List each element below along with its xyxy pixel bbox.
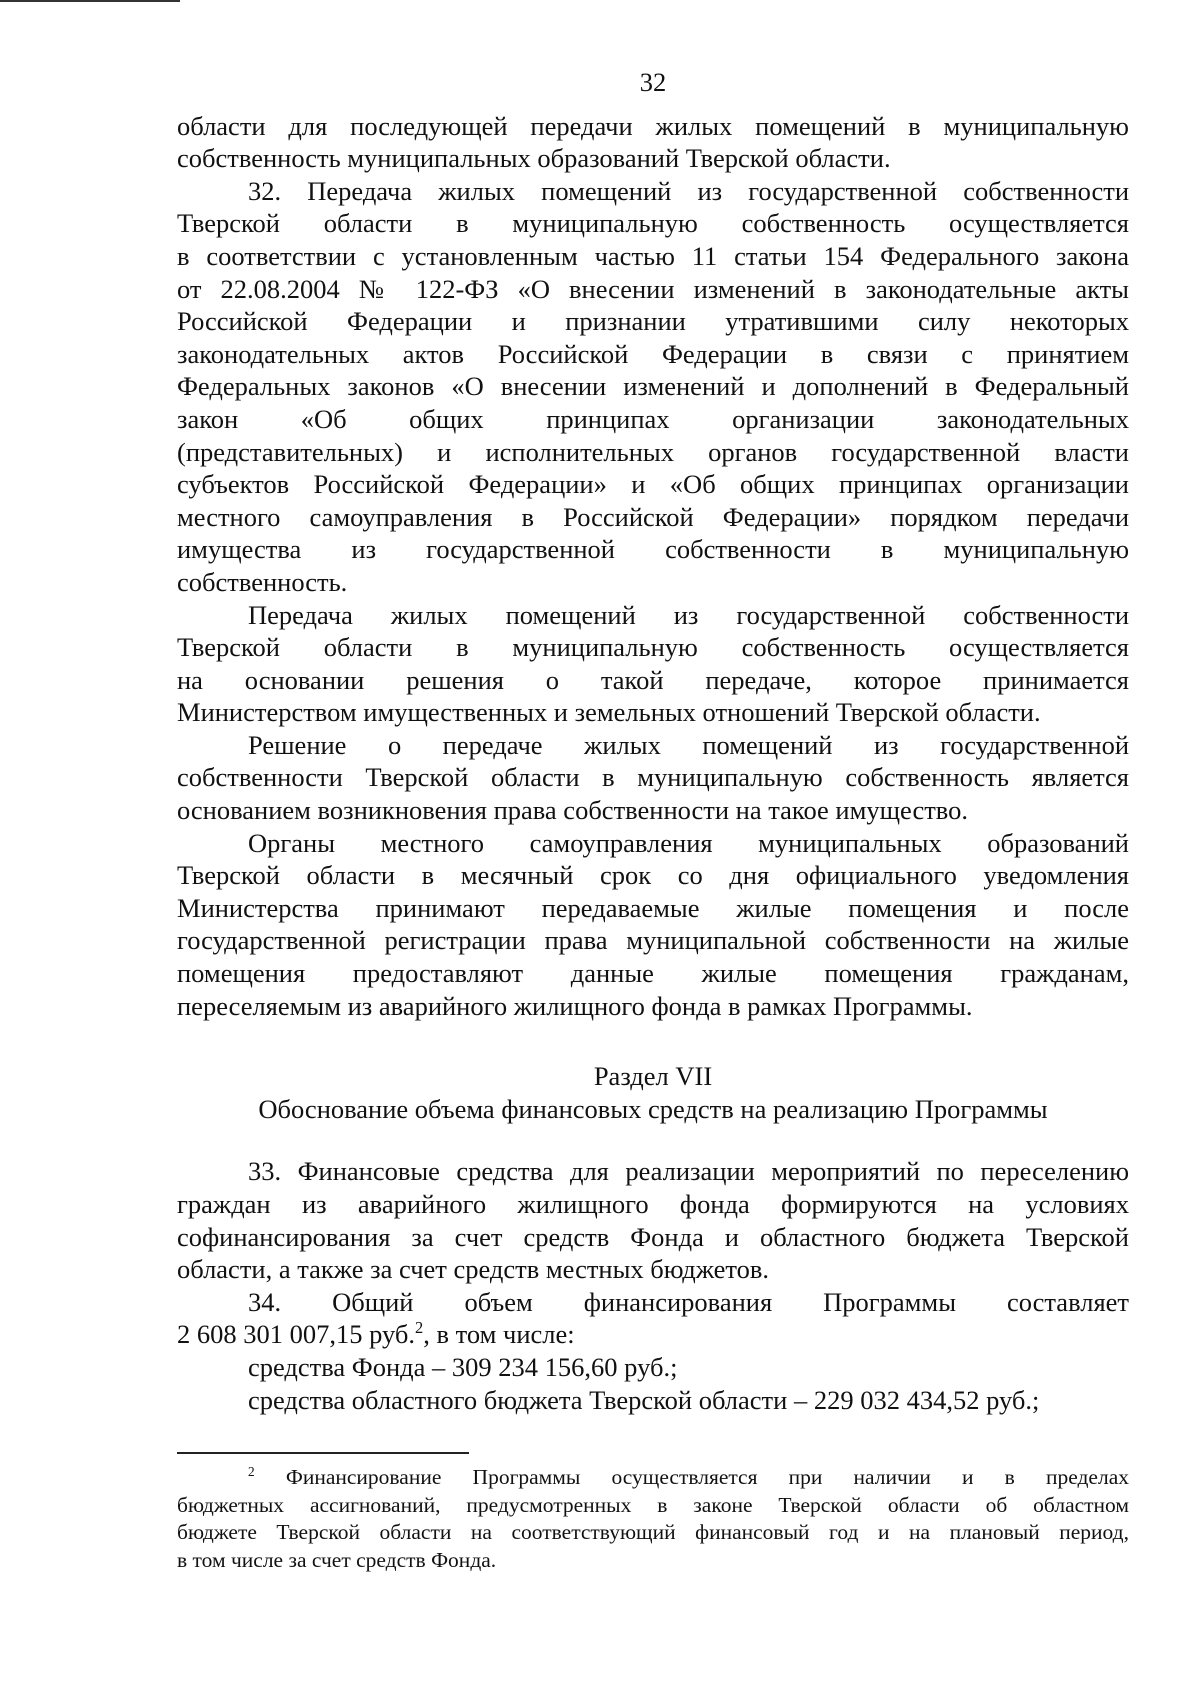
text-line: Министерством имущественных и земельных отношений Тверской области.: [177, 697, 1041, 728]
text-line: законодательных актов Российской Федерации в связи с принятием: [177, 338, 1129, 369]
funding-item: средства областного бюджета Тверской области – 229 032 434,52 руб.;: [248, 1384, 1040, 1415]
text-line: имущества из государственной собственности в муниципальную: [177, 534, 1129, 565]
text-line: в соответствии с установленным частью 11 статьи 154 Федерального закона: [177, 240, 1129, 271]
text-line: 33. Финансовые средства для реализации мероприятий по переселению: [248, 1156, 1129, 1187]
scan-edge-line: [0, 0, 180, 2]
footnote-marker: 2: [248, 1464, 255, 1480]
text-line: от 22.08.2004 № 122-ФЗ «О внесении изменений в законодательные акты: [177, 273, 1129, 304]
text-line: Российской Федерации и признании утратившими силу некоторых: [177, 306, 1129, 337]
page-number: 32: [639, 67, 667, 97]
text-line: собственность.: [177, 566, 348, 597]
total-amount: 2 608 301 007,15 руб.: [177, 1319, 416, 1350]
text-line: Федеральных законов «О внесении изменений и дополнений в Федеральный: [177, 371, 1129, 402]
footnote-line: $^2$ Финансирование Программы осуществляется при наличии и в пределах: [248, 1464, 1129, 1490]
footnote-reference[interactable]: 2: [415, 1318, 424, 1338]
text-line: области для последующей передачи жилых помещений в муниципальную: [177, 110, 1129, 141]
text-line: Органы местного самоуправления муниципальных образований: [248, 827, 1129, 858]
footnote-separator: [177, 1452, 469, 1454]
footnote-line: бюджете Тверской области на соответствующий финансовый год и на плановый период,: [177, 1520, 1129, 1545]
text-line: граждан из аварийного жилищного фонда формируются на условиях: [177, 1189, 1129, 1219]
text-line: субъектов Российской Федерации» и «Об общих принципах организации: [177, 469, 1129, 500]
text-line: Министерства принимают передаваемые жилые помещения и после: [177, 892, 1129, 923]
text-line: собственности Тверской области в муниципальную собственность является: [177, 762, 1129, 793]
paragraph-decision: [177, 729, 1129, 827]
amount-tail: , в том числе:: [423, 1319, 575, 1350]
text-line: Тверской области в месячный срок со дня официального уведомления: [177, 860, 1129, 891]
funding-item: средства Фонда – 309 234 156,60 руб.;: [248, 1351, 678, 1382]
text-line: на основании решения о такой передаче, которое принимается: [177, 664, 1129, 695]
text-line: основанием возникновения права собственности на такое имущество.: [177, 795, 968, 826]
text-line: 34. Общий объем финансирования Программы составляет: [248, 1286, 1129, 1317]
text-line: 32. Передача жилых помещений из государственной собственности: [248, 175, 1129, 206]
footnote: [177, 1464, 1129, 1574]
footnote-line: бюджетных ассигнований, предусмотренных в законе Тверской области об областном: [177, 1492, 1129, 1517]
document-page: [177, 66, 1129, 1575]
paragraph-32: [177, 175, 1129, 599]
text-line: Передача жилых помещений из государственной собственности: [248, 599, 1129, 630]
text-line: Тверской области в муниципальную собственность осуществляется: [177, 208, 1129, 239]
text-line: переселяемым из аварийного жилищного фонда в рамках Программы.: [177, 990, 973, 1021]
text-line: государственной регистрации права муниципальной собственности на жилые: [177, 925, 1129, 956]
paragraph-33: [177, 1155, 1129, 1285]
text-line: (представительных) и исполнительных органов государственной власти: [177, 436, 1129, 467]
paragraph-continuation: [177, 110, 1129, 175]
text-line: местного самоуправления в Российской Федерации» порядком передачи: [177, 501, 1129, 532]
text-line: [177, 1318, 1129, 1351]
text-line: Решение о передаче жилых помещений из государственной: [248, 729, 1129, 760]
paragraph-transfer: [177, 599, 1129, 729]
section-label: Раздел VII: [593, 1061, 713, 1092]
paragraph-local-government: [177, 827, 1129, 1023]
paragraph-34: [177, 1286, 1129, 1416]
text-line: помещения предоставляют данные жилые помещения гражданам,: [177, 958, 1129, 989]
text-line: софинансирования за счет средств Фонда и областного бюджета Тверской: [177, 1221, 1129, 1252]
text-line: закон «Об общих принципах организации законодательных: [177, 403, 1129, 434]
text-line: области, а также за счет средств местных бюджетов.: [177, 1254, 770, 1285]
text-line: Тверской области в муниципальную собственность осуществляется: [177, 632, 1129, 663]
text-line: собственность муниципальных образований Тверской области.: [177, 143, 891, 174]
section-title: Обоснование объема финансовых средств на реализацию Программы: [258, 1093, 1048, 1124]
footnote-line: в том числе за счет средств Фонда.: [177, 1547, 497, 1572]
